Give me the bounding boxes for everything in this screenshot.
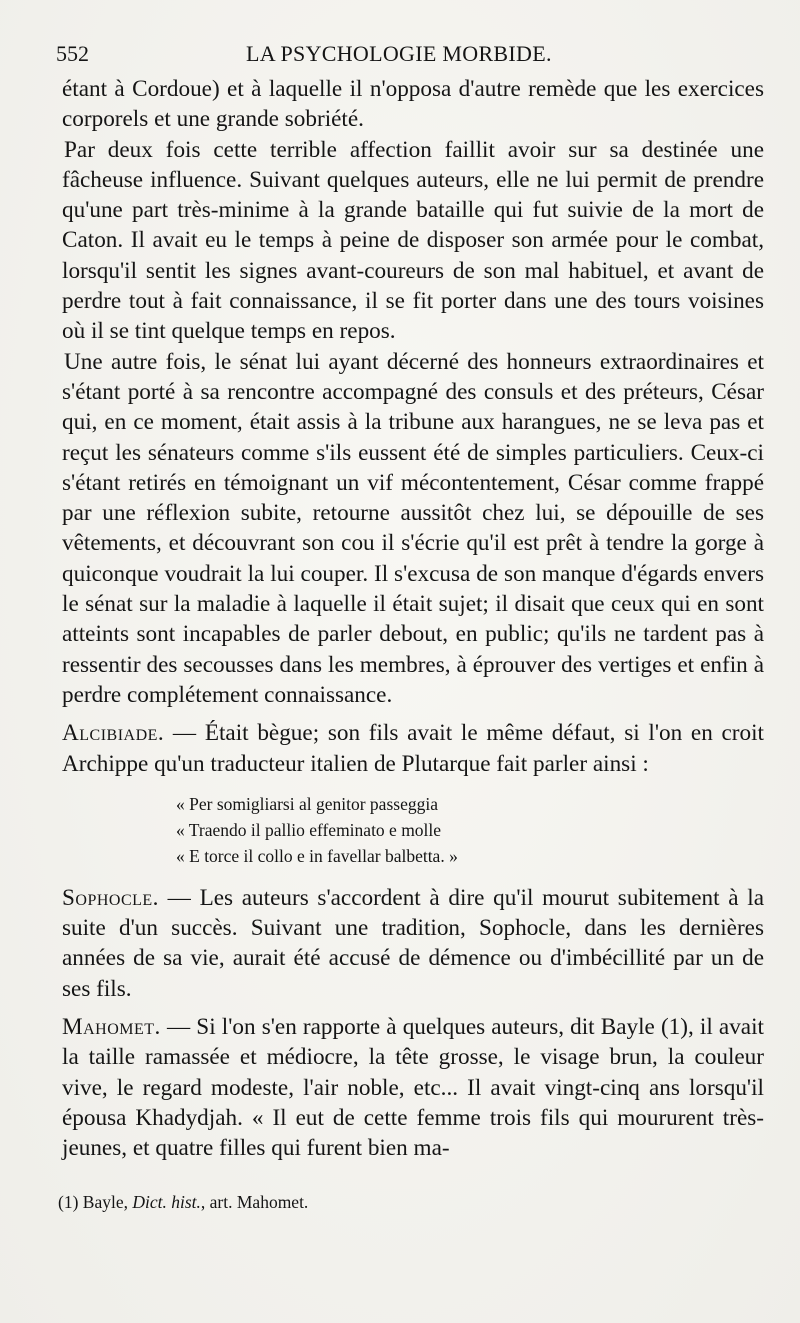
footnote [58,1190,764,1214]
footnote-rest: , art. Mahomet. [200,1191,309,1212]
verse-line: « E torce il collo e in favellar balbetta. » [176,845,458,866]
entry-mahomet [62,1012,764,1163]
footnote-mark: (1) Bayle, [58,1191,133,1212]
verse-line: « Traendo il pallio effeminato e molle [176,819,442,840]
paragraph-cesar-affection: Par deux fois cette terrible affection faillit avoir sur sa destinée une fâcheuse influence. Suivant quelques auteurs, elle ne lui permit de prendre qu'une part très-minime à la grande bataille qui fut suivie de la mort de Caton. Il avait eu le temps à peine de disposer son armée pour le combat, lorsqu'il sentit les signes avant-coureurs de son mal habituel, et avant de perdre tout à fait connaissance, il se fit porter dans une des tours voisines où il se tint quelque temps en repos. [62,136,764,345]
entry-sophocle [62,883,764,1004]
body-text [62,74,764,1164]
entry-text-mahomet: — Si l'on s'en rapporte à quelques auteurs, dit Bayle (1), il avait la taille ramassée et médiocre, la tête grosse, le visage brun, la couleur vive, le regard modeste, l'air noble, etc... Il avait vingt-cinq ans lorsqu'il épousa Khadydjah. « Il eut de cette femme trois fils qui moururent très-jeunes, et quatre filles qui furent bien ma- [62,1014,764,1162]
entry-text-sophocle: — Les auteurs s'accordent à dire qu'il mourut subitement à la suite d'un succès. Suivant une tradition, Sophocle, dans les dernières années de sa vie, aurait été accusé de démence ou d'imbécillité par un de ses fils. [62,884,764,1002]
entry-name-sophocle: Sophocle. [62,884,159,911]
footnote-work: Dict. hist. [132,1191,201,1212]
section-gap [62,710,764,718]
paragraph-continuation: étant à Cordoue) et à laquelle il n'opposa d'autre remède que les exercices corporels et une grande sobriété. [62,76,764,133]
page-number: 552 [56,41,89,66]
running-title: LA PSYCHOLOGIE MORBIDE. [246,41,552,66]
entry-text-alcibiade: — Était bègue; son fils avait le même défaut, si l'on en croit Archippe qu'un traducteur italien de Plutarque fait parler ainsi : [62,720,764,777]
entry-alcibiade [62,718,764,779]
page-header [56,34,764,74]
verse-quotation [176,791,764,869]
paragraph-cesar-senat: Une autre fois, le sénat lui ayant décerné des honneurs extraordinaires et s'étant porté à sa rencontre accompagné des consuls et des préteurs, César qui, en ce moment, était assis à la tribune aux harangues, ne se leva pas et reçut les sénateurs comme s'ils eussent été de simples particuliers. Ceux-ci s'étant retirés en témoignant un vif mécontentement, César comme frappé par une réflexion subite, retourne aussitôt chez lui, se dépouille de ses vêtements, et découvrant son cou il s'écrie qu'il est prêt à tendre la gorge à quiconque voudrait la lui couper. Il s'excusa de son manque d'égards envers le sénat sur la maladie à laquelle il était sujet; il disait que ceux qui en sont atteints sont incapables de parler debout, en public; qu'ils ne tardent pas à ressentir des secousses dans les membres, à éprouver des vertiges et enfin à perdre complétement connaissance. [62,348,764,708]
verse-line: « Per somigliarsi al genitor passeggia [176,793,438,814]
entry-name-mahomet: Mahomet. [62,1014,161,1041]
section-gap [62,1004,764,1012]
entry-name-alcibiade: Alcibiade. [62,720,165,747]
